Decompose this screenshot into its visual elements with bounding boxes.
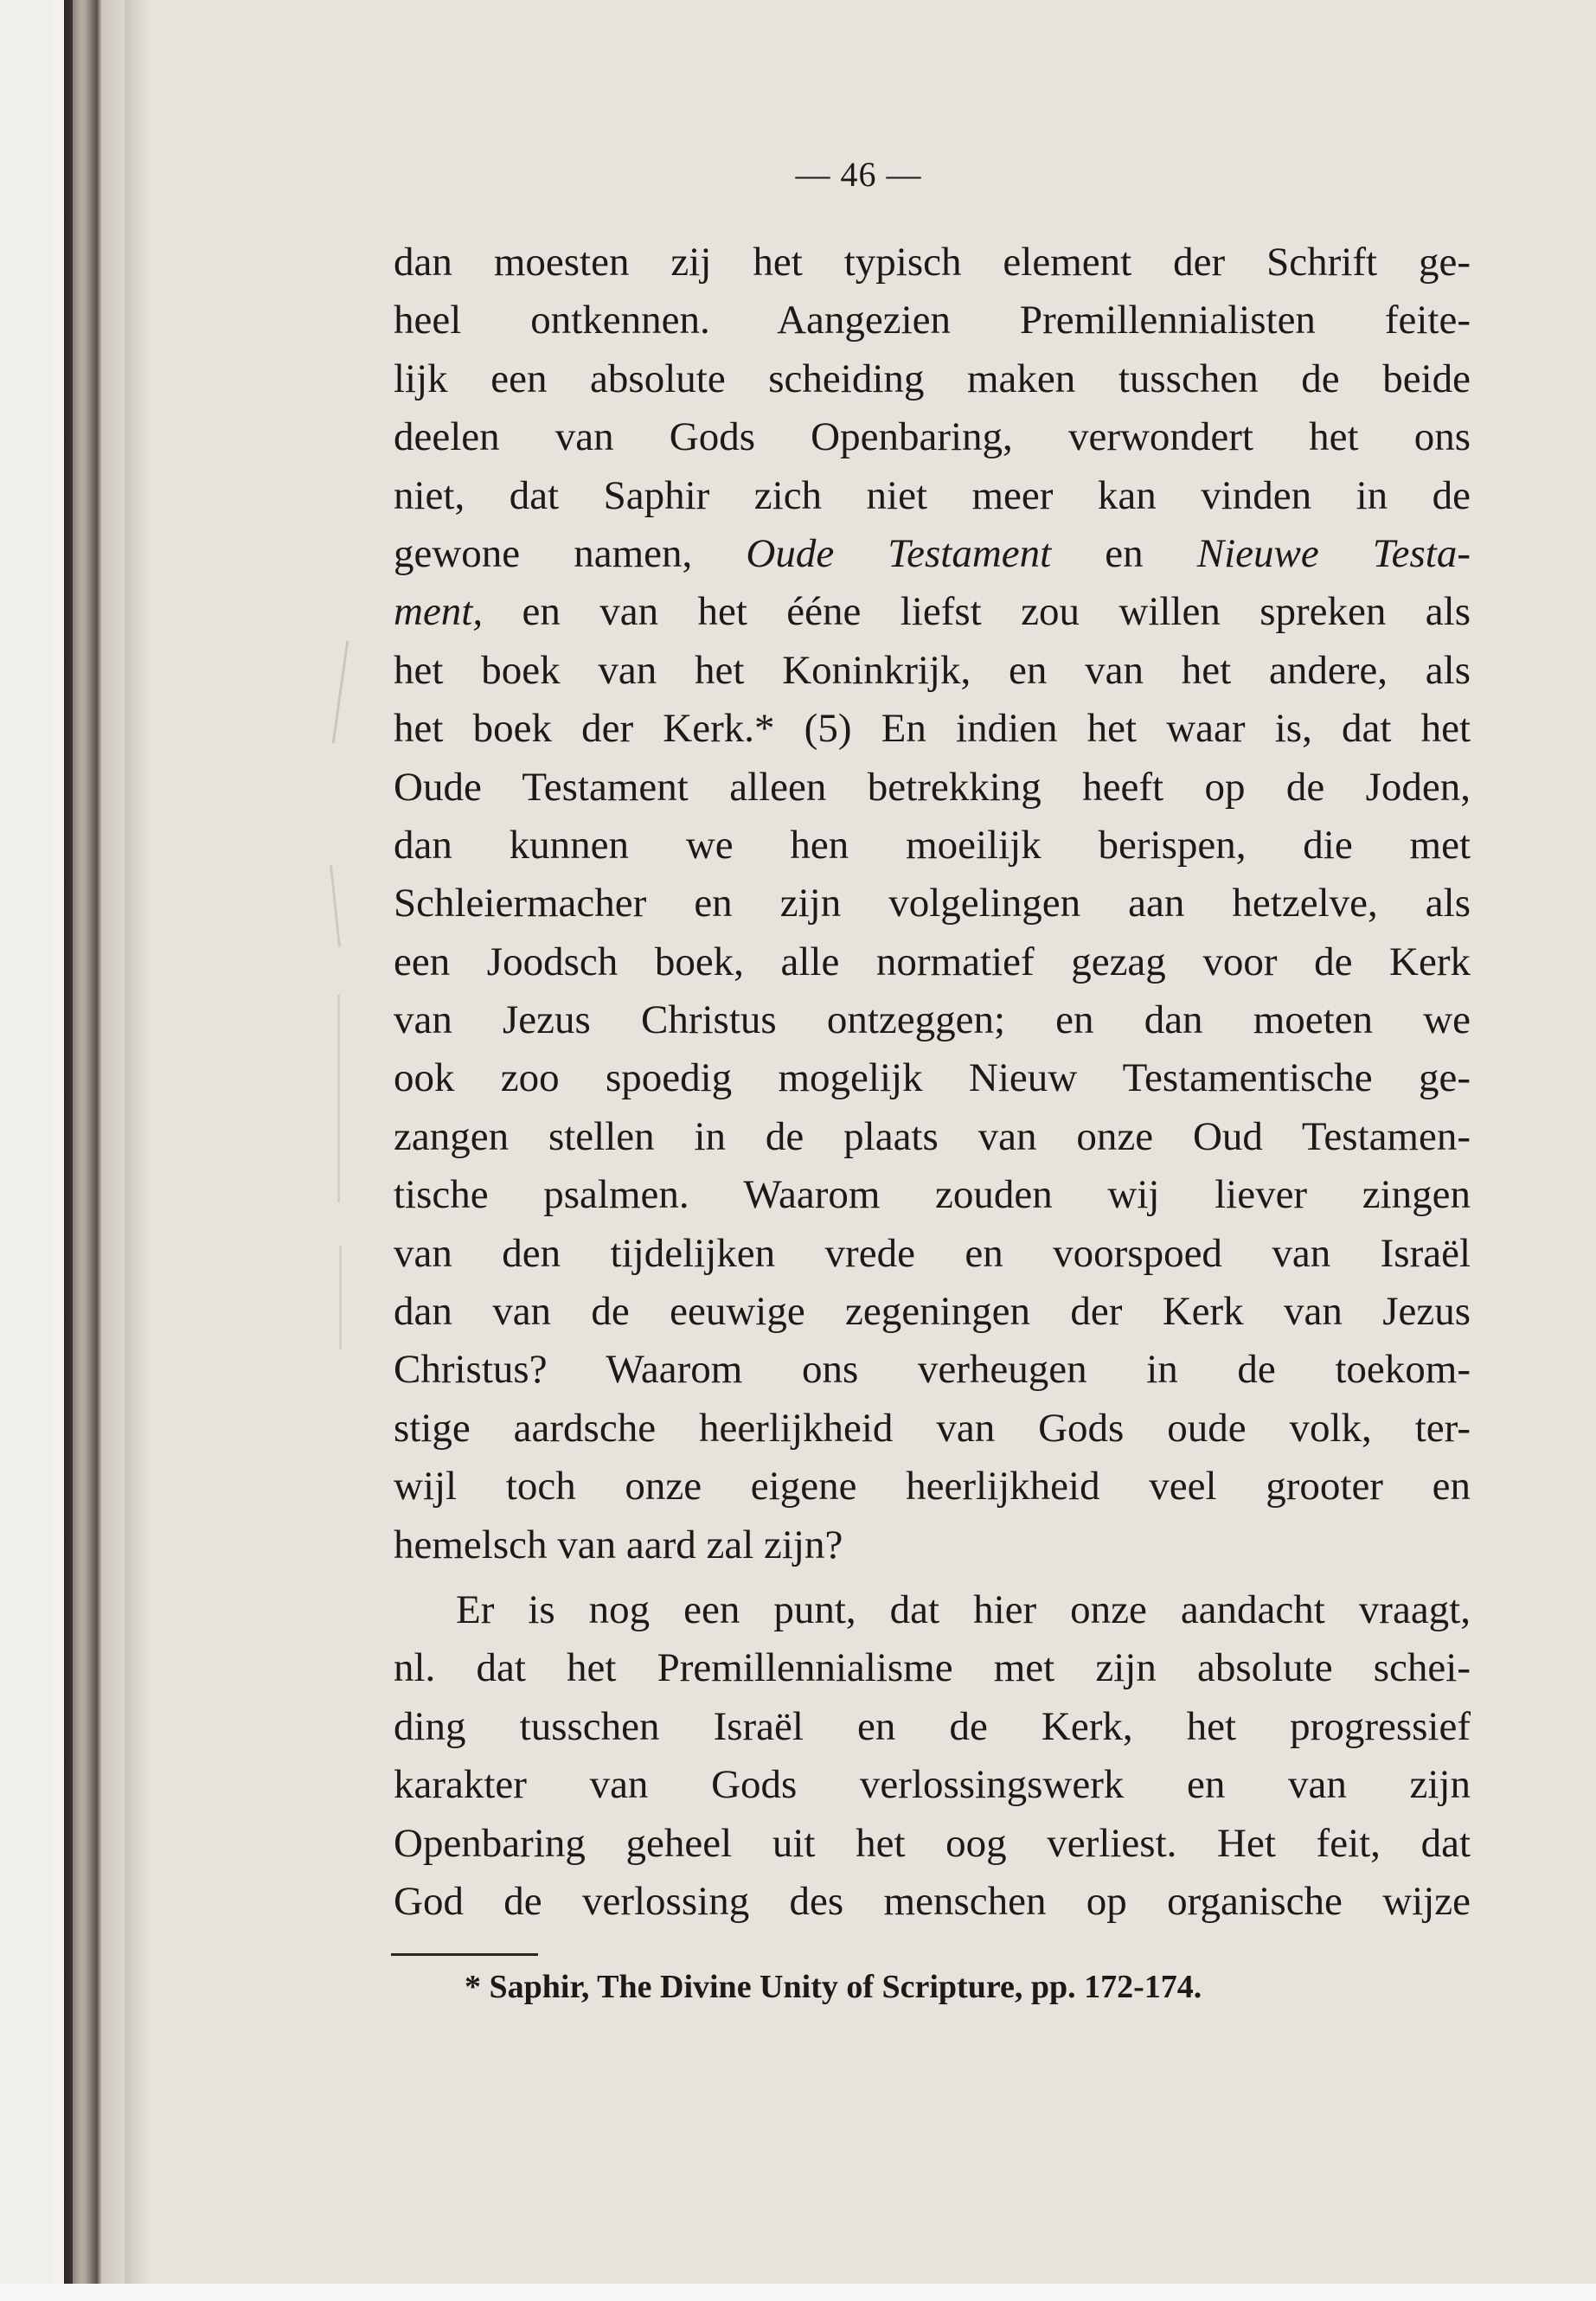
text-line — [394, 583, 1471, 641]
italic-title: Oude Testament — [746, 530, 1052, 576]
text-line: tische psalmen. Waarom zouden wij liever zingen — [394, 1172, 1471, 1218]
pencil-mark — [337, 995, 340, 1202]
text-run: en — [1051, 530, 1197, 576]
page-number: — 46 — — [795, 155, 922, 194]
italic-title: Nieuwe Testa- — [1196, 530, 1471, 576]
text-line: het boek der Kerk.* (5) En indien het waar is, dat het — [394, 706, 1471, 752]
text-line: karakter van Gods verlossingswerk en van zijn — [394, 1762, 1471, 1808]
text-line: deelen van Gods Openbaring, verwondert het ons — [394, 414, 1471, 460]
text-line: Oude Testament alleen betrekking heeft op de Joden, — [394, 764, 1471, 810]
binding-shadow — [125, 0, 151, 2284]
book-binding — [52, 0, 125, 2284]
text-line: Schleiermacher en zijn volgelingen aan hetzelve, als — [394, 881, 1471, 926]
text-line: dan kunnen we hen moeilijk berispen, die met — [394, 822, 1471, 868]
pencil-mark — [339, 1246, 342, 1349]
text-line: ding tusschen Israël en de Kerk, het progressief — [394, 1703, 1471, 1749]
text-line: nl. dat het Premillennialisme met zijn absolute schei- — [394, 1645, 1471, 1691]
scan-bottom-edge — [0, 2284, 1596, 2301]
body-text — [394, 234, 1471, 1931]
text-line: niet, dat Saphir zich niet meer kan vinden in de — [394, 472, 1471, 518]
text-line: zangen stellen in de plaats van onze Oud Testamen- — [394, 1113, 1471, 1159]
text-line: Er is nog een punt, dat hier onze aandacht vraagt, — [456, 1586, 1471, 1632]
text-line: van Jezus Christus ontzeggen; en dan moeten we — [394, 997, 1471, 1043]
text-line: heel ontkennen. Aangezien Premillennialisten feite- — [394, 298, 1471, 343]
pencil-mark — [330, 865, 341, 947]
text-line: wijl toch onze eigene heerlijkheid veel grooter en — [394, 1464, 1471, 1509]
text-line: dan moesten zij het typisch element der Schrift ge- — [394, 240, 1471, 285]
text-line: van den tijdelijken vrede en voorspoed van Israël — [394, 1230, 1471, 1276]
text-line: ook zoo spoedig mogelijk Nieuw Testamentische ge- — [394, 1055, 1471, 1101]
text-line: dan van de eeuwige zegeningen der Kerk van Jezus — [394, 1289, 1471, 1335]
text-line: hemelsch van aard zal zijn? — [394, 1522, 843, 1567]
text-run: en van het ééne liefst zou willen spreken als — [483, 589, 1471, 635]
paragraph-gap — [394, 1574, 1471, 1581]
footnote: * Saphir, The Divine Unity of Scripture, pp. 172-174. — [465, 1969, 1202, 2005]
footnote-rule — [391, 1953, 538, 1956]
italic-title: ment, — [394, 589, 484, 635]
text-line: lijk een absolute scheiding maken tusschen de beide — [394, 356, 1471, 401]
text-line: Openbaring geheel uit het oog verliest. Het feit, dat — [394, 1820, 1471, 1866]
text-line: een Joodsch boek, alle normatief gezag voor de Kerk — [394, 939, 1471, 984]
text-line: het boek van het Koninkrijk, en van het andere, als — [394, 647, 1471, 693]
text-line: Christus? Waarom ons verheugen in de toekom- — [394, 1347, 1471, 1393]
pencil-mark — [332, 640, 349, 743]
text-line — [394, 525, 1471, 583]
scan-margin — [0, 0, 52, 2284]
text-line: stige aardsche heerlijkheid van Gods oude volk, ter- — [394, 1405, 1471, 1451]
text-run: gewone namen, — [394, 530, 747, 576]
text-line: God de verlossing des menschen op organische wijze — [394, 1878, 1471, 1924]
